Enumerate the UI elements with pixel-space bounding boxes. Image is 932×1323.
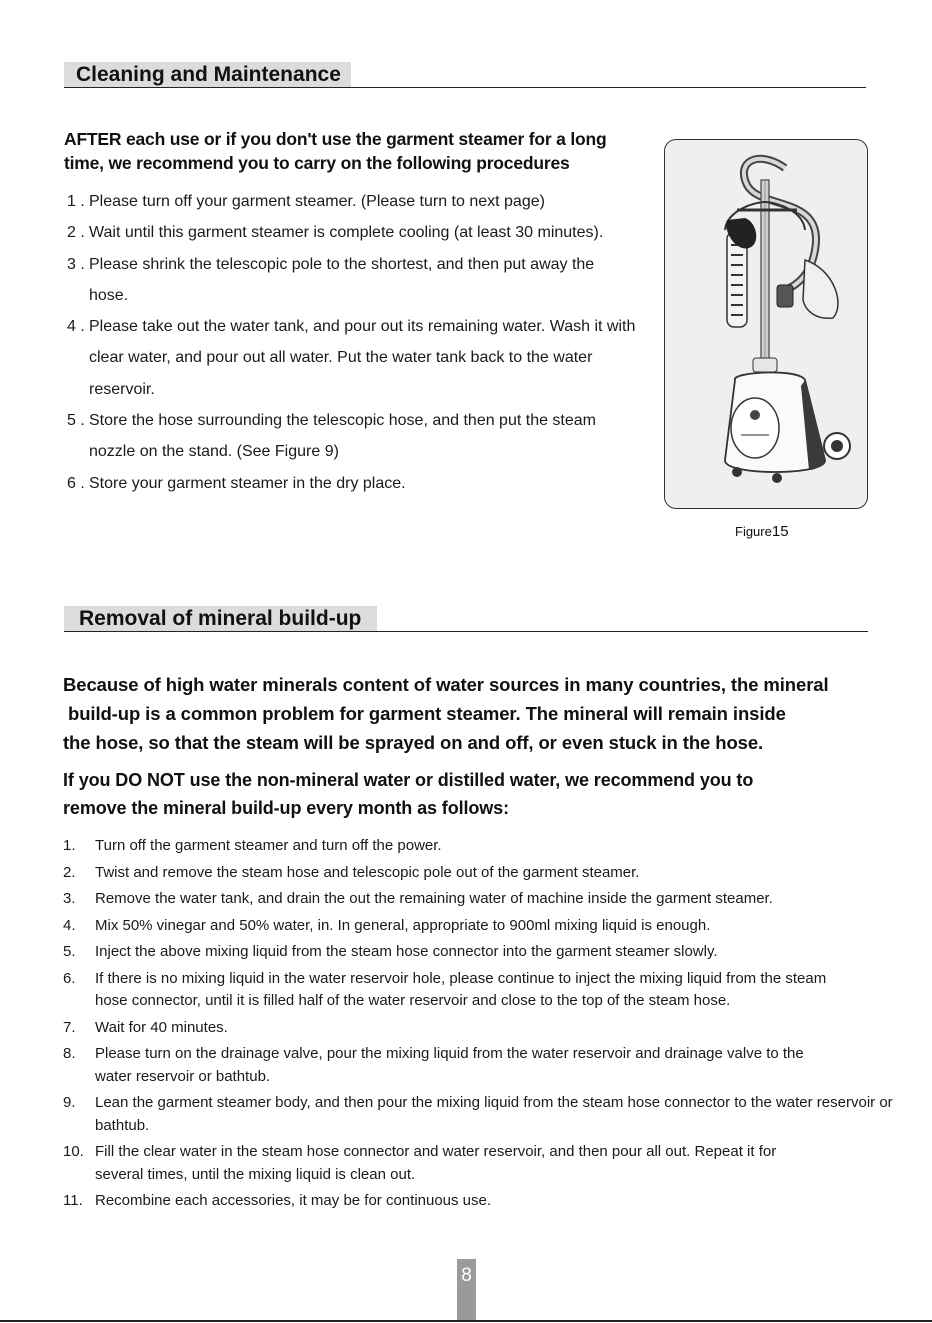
step-number: 2. [63,863,76,881]
mineral-removal-steps-list [63,835,903,1217]
step-number: 4. [63,916,76,934]
section-header-mineral [64,606,868,632]
paragraph-line: If you DO NOT use the non-mineral water or distilled water, we recommend you to [63,770,754,790]
step-number: 3. [63,890,76,907]
step-text: Recombine each accessories, it may be for continuous use. [95,1192,492,1209]
section-title: Removal of mineral build-up [64,606,377,632]
step-text: Please take out the water tank, and pour out its remaining water. Wash it with clear water, and pour out all water. Put the water tank back to the water reservoir. [89,318,636,398]
step-text: Mix 50% vinegar and 50% water, in. In general, appropriate to 900ml mixing liquid is enough. [95,916,711,934]
list-item [63,1190,903,1213]
step-text: Twist and remove the steam hose and telescopic pole out of the garment steamer. [95,863,640,881]
mineral-paragraph [63,670,829,757]
section-divider [64,631,868,632]
step-text: Store your garment steamer in the dry place. [89,474,406,492]
step-text: Inject the above mixing liquid from the steam hose connector into the garment steamer slowly. [95,943,718,960]
step-number: 3 . [67,255,85,273]
list-item [63,1092,903,1137]
cleaning-steps-list [67,186,652,499]
step-number: 1. [63,837,76,854]
garment-steamer-figure [664,139,868,509]
list-item [63,1043,903,1088]
step-number: 5 . [67,412,85,430]
distilled-water-paragraph [63,766,753,822]
step-text: If there is no mixing liquid in the water reservoir hole, please continue to inject the mixing liquid from the steam hose connector, until it is filled half of the water reservoir and close to the top of the steam hose. [95,969,827,1009]
step-text: Please turn on the drainage valve, pour the mixing liquid from the water reservoir and drainage valve to the water reservoir or bathtub. [95,1045,804,1085]
section-title: Cleaning and Maintenance [64,62,351,88]
list-item [63,1017,903,1040]
step-number: 7. [63,1018,76,1036]
list-item [67,468,652,499]
step-text: Please turn off your garment steamer. (Please turn to next page) [89,193,545,210]
step-number: 5. [63,943,76,960]
figure-caption-number: 15 [771,523,789,540]
step-text: Store the hose surrounding the telescopic hose, and then put the steam nozzle on the stand. (See Figure 9) [89,412,596,461]
step-text: Turn off the garment steamer and turn off the power. [95,837,442,854]
list-item [67,217,652,248]
list-item [63,915,903,938]
step-number: 9. [63,1094,76,1111]
cleaning-intro [64,127,674,175]
step-number: 2 . [67,224,85,242]
list-item [63,835,903,858]
step-number: 1 . [67,193,85,210]
step-text: Fill the clear water in the steam hose connector and water reservoir, and then pour all out. Repeat it for several times, until the mixing liquid is clean out. [95,1143,777,1183]
paragraph-line: Because of high water minerals content of water sources in many countries, the mineral [63,674,829,695]
list-item [63,862,903,885]
section-header-cleaning [64,62,866,88]
step-text: Wait until this garment steamer is complete cooling (at least 30 minutes). [89,224,604,242]
step-number: 6. [63,969,76,987]
step-text: Wait for 40 minutes. [95,1018,228,1036]
garment-steamer-illustration [665,140,869,510]
paragraph-line: remove the mineral build-up every month as follows: [63,798,509,818]
step-number: 4 . [67,318,85,336]
list-item [63,941,903,964]
step-number: 6 . [67,474,85,492]
section-divider [64,87,866,88]
figure-caption-word: Figure [735,524,772,539]
figure-caption [735,523,789,540]
intro-line: AFTER each use or if you don't use the garment steamer for a long [64,129,607,149]
list-item [67,405,652,468]
step-text: Lean the garment steamer body, and then pour the mixing liquid from the steam hose connector to the water reservoir or bathtub. [95,1094,893,1134]
list-item [63,888,903,911]
page-bottom-rule [0,1320,932,1322]
page-number: 8 [461,1265,472,1286]
page-number-tab [457,1259,476,1321]
intro-line: time, we recommend you to carry on the following procedures [64,153,570,173]
list-item [67,249,652,312]
list-item [67,186,652,217]
step-number: 10. [63,1143,84,1160]
paragraph-line: the hose, so that the steam will be sprayed on and off, or even stuck in the hose. [63,732,764,753]
list-item [67,311,652,405]
list-item [63,1141,903,1186]
step-text: Please shrink the telescopic pole to the shortest, and then put away the hose. [89,255,595,304]
step-number: 11. [63,1192,83,1209]
paragraph-line: build-up is a common problem for garment steamer. The mineral will remain inside [68,703,786,724]
list-item [63,968,903,1013]
step-number: 8. [63,1045,76,1062]
step-text: Remove the water tank, and drain the out the remaining water of machine inside the garment steamer. [95,890,773,907]
